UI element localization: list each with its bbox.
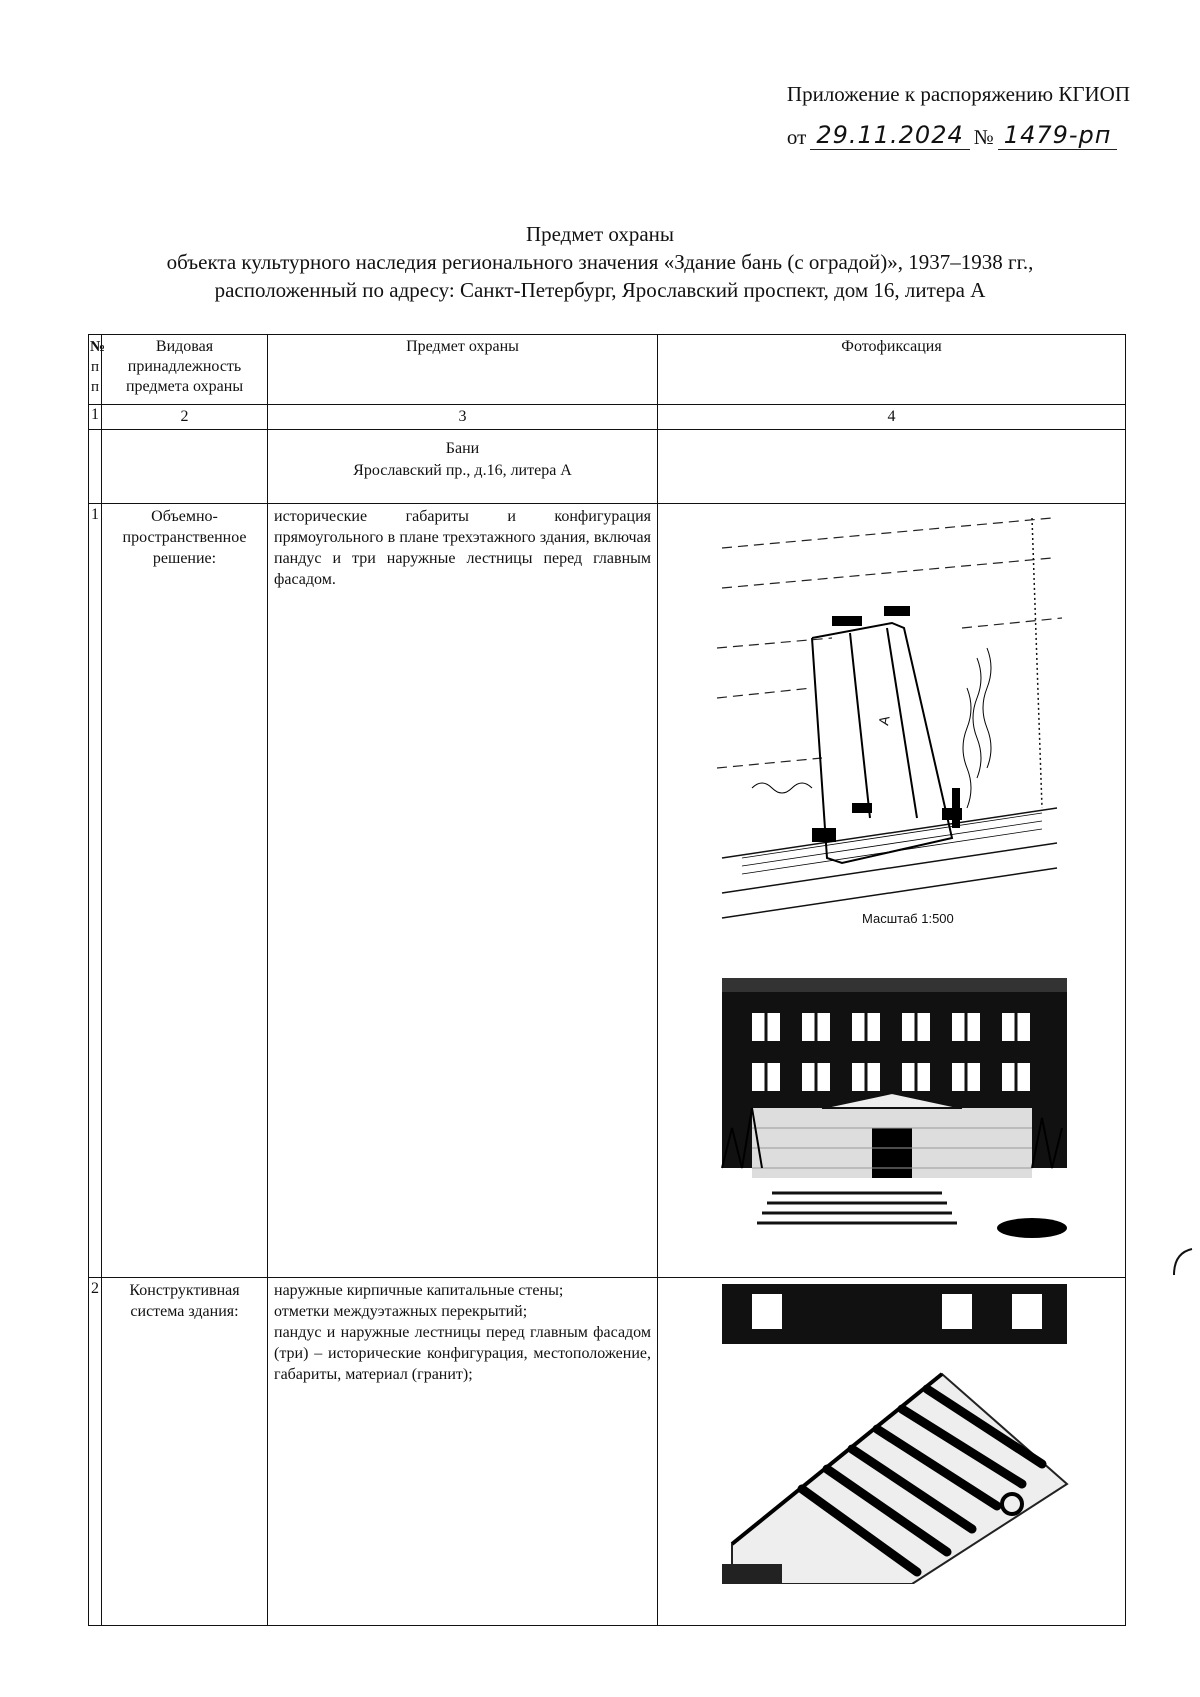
col-number: 3 <box>268 405 658 430</box>
from-label: от <box>786 125 807 149</box>
col-number: 2 <box>102 405 268 430</box>
header-number: № п п <box>89 335 102 405</box>
document-title <box>0 220 1200 304</box>
title-line-1: Предмет охраны <box>525 222 675 246</box>
stairs-photo <box>712 1284 1072 1584</box>
row-photos <box>658 1278 1126 1626</box>
row-photos <box>658 504 1126 1278</box>
table-row <box>89 504 1126 1278</box>
section-row <box>89 430 1126 504</box>
appendix-caption: Приложение к распоряжению КГИОП <box>786 82 1130 106</box>
order-reference <box>787 121 1130 150</box>
column-number-row <box>89 405 1126 430</box>
subject-item: наружные кирпичные капитальные стены; <box>274 1282 564 1299</box>
subject-item: пандус и наружные лестницы перед главным фасадом (три) – исторические конфигурация, местоположение, габариты, материал (гранит); <box>274 1324 651 1383</box>
order-date: 29.11.2024 <box>810 121 969 150</box>
plan-scale-label: Масштаб 1:500 <box>861 911 954 926</box>
title-line-3: расположенный по адресу: Санкт-Петербург, Ярославский проспект, дом 16, литера А <box>214 278 986 302</box>
section-name: Бани <box>445 440 480 457</box>
document-header <box>787 82 1130 150</box>
row-number: 1 <box>89 504 102 1278</box>
facade-photo <box>712 968 1072 1248</box>
site-plan-image <box>712 508 1072 938</box>
row-number: 2 <box>89 1278 102 1626</box>
protection-subject-table <box>88 334 1126 1626</box>
margin-mark <box>1170 1245 1194 1285</box>
row-subject-text <box>268 1278 658 1626</box>
header-photo: Фотофиксация <box>658 335 1126 405</box>
title-line-2: объекта культурного наследия регионального значения «Здание бань (с оградой)», 1937–1938 гг., <box>166 250 1034 274</box>
col-number: 1 <box>89 405 102 430</box>
row-type: Объемно-пространственное решение: <box>102 504 268 1278</box>
row-subject-text: исторические габариты и конфигурация прямоугольного в плане трехэтажного здания, включая пандус и три наружные лестницы перед главным фасадом. <box>268 504 658 1278</box>
svg-text:А: А <box>874 714 893 727</box>
col-number: 4 <box>658 405 1126 430</box>
section-title <box>268 430 658 504</box>
table-header-row <box>89 335 1126 405</box>
order-number: 1479-рп <box>998 121 1118 150</box>
subject-item: отметки междуэтажных перекрытий; <box>274 1303 528 1320</box>
header-type: Видовая принадлежность предмета охраны <box>102 335 268 405</box>
number-label: № <box>973 125 994 149</box>
header-subject: Предмет охраны <box>268 335 658 405</box>
section-address: Ярославский пр., д.16, литера А <box>353 462 572 479</box>
table-row <box>89 1278 1126 1626</box>
row-type: Конструктивная система здания: <box>102 1278 268 1626</box>
